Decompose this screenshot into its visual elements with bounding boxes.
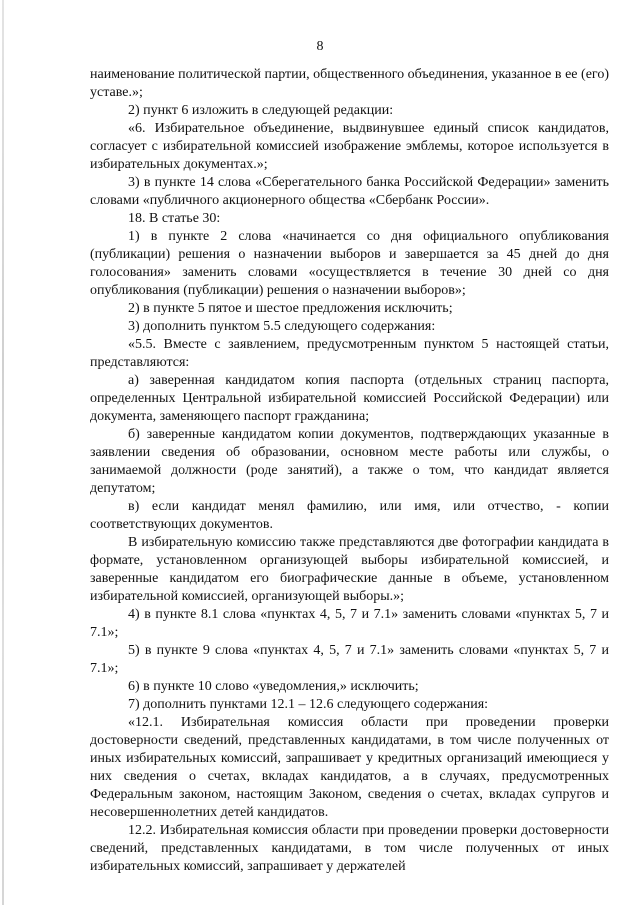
paragraph: наименование политической партии, общественного объединения, указанное в ее (его) уставе.»; — [90, 67, 609, 100]
paragraph: б) заверенные кандидатом копии документов, подтверждающих указанные в заявлении сведения об образовании, основном месте работы или службы, о занимаемой должности (роде занятий), а также о том, что кандидат является депутатом; — [90, 427, 609, 496]
paragraph: «12.1. Избирательная комиссия области при проведении проверки достоверности сведений, представленных кандидатами, в том числе полученных от иных избирательных комиссий, запрашивает у кредитных организаций имеющиеся у них сведения о счетах, вкладах кандидатов, а в случаях, предусмотренных Федеральным законом, настоящим Законом, сведения о счетах, вкладах супругов и несовершеннолетних детей кандидатов. — [90, 715, 609, 820]
paragraph: 3) дополнить пунктом 5.5 следующего содержания: — [128, 319, 436, 334]
paragraph: В избирательную комиссию также представляются две фотографии кандидата в формате, установленном организующей выборы избирательной комиссией, и заверенные кандидатом его биографические данные в объеме, установленном избирательной комиссией, организующей выборы.»; — [90, 535, 609, 604]
paragraph: 2) пункт 6 изложить в следующей редакции: — [128, 103, 394, 118]
paragraph: 6) в пункте 10 слово «уведомления,» исключить; — [128, 679, 419, 694]
paragraph: 12.2. Избирательная комиссия области при проведении проверки достоверности сведений, представленных кандидатами, в том числе полученных от иных избирательных комиссий, запрашивает у держателей — [90, 823, 609, 874]
paragraph: в) если кандидат менял фамилию, или имя, или отчество, - копии соответствующих документов. — [90, 499, 609, 532]
document-body — [90, 66, 609, 876]
scan-edge-shadow — [2, 0, 4, 905]
paragraph: 3) в пункте 14 слова «Сберегательного банка Российской Федерации» заменить словами «публичного акционерного общества «Сбербанк России». — [90, 175, 609, 208]
page-number: 8 — [316, 39, 324, 54]
paragraph: 2) в пункте 5 пятое и шестое предложения исключить; — [128, 301, 453, 316]
paragraph: 4) в пункте 8.1 слова «пунктах 4, 5, 7 и 7.1» заменить словами «пунктах 5, 7 и 7.1»; — [90, 607, 609, 640]
paragraph: а) заверенная кандидатом копия паспорта (отдельных страниц паспорта, определенных Центральной избирательной комиссией Российской Федерации) или документа, заменяющего паспорт гражданина; — [90, 373, 609, 424]
paragraph: «6. Избирательное объединение, выдвинувшее единый список кандидатов, согласует с избирательной комиссией изображение эмблемы, которое используется в избирательных документах.»; — [90, 121, 609, 172]
paragraph: 18. В статье 30: — [128, 211, 221, 226]
paragraph: 5) в пункте 9 слова «пунктах 4, 5, 7 и 7.1» заменить словами «пунктах 5, 7 и 7.1»; — [90, 643, 609, 676]
paragraph: 1) в пункте 2 слова «начинается со дня официального опубликования (публикации) решения о назначении выборов и завершается за 45 дней до дня голосования» заменить словами «осуществляется в течение 30 дней со дня опубликования (публикации) решения о назначении выборов»; — [90, 229, 609, 298]
paragraph: 7) дополнить пунктами 12.1 – 12.6 следующего содержания: — [128, 697, 489, 712]
paragraph: «5.5. Вместе с заявлением, предусмотренным пунктом 5 настоящей статьи, представляются: — [90, 337, 609, 370]
